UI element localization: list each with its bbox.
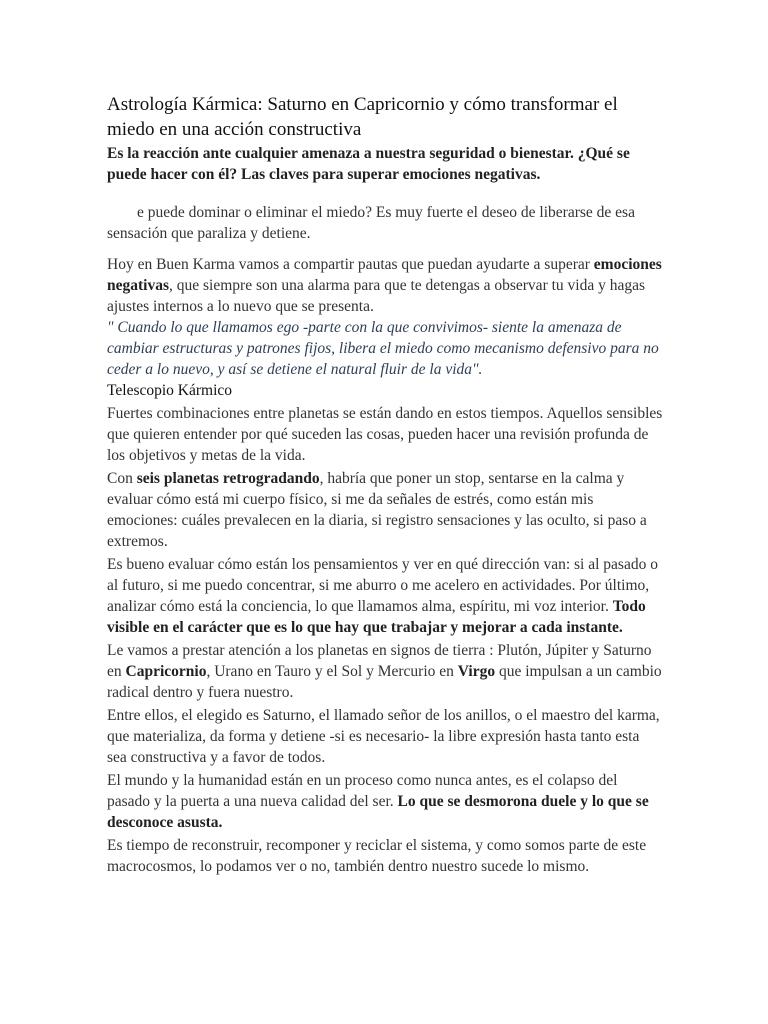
paragraph-5-bold-capricornio: Capricornio [125,663,207,680]
paragraph-7-bold: Lo que se desmorona duele y lo que se desconoce asusta. [107,793,649,831]
paragraph-8: Es tiempo de reconstruir, recomponer y reciclar el sistema, y como somos parte de este macrocosmos, lo podamos ver o no, también dentro nuestro sucede lo mismo. [107,837,647,875]
quote: " Cuando lo que llamamos ego -parte con la que convivimos- siente la amenaza de cambiar estructuras y patrones fijos, libera el miedo como mecanismo defensivo para no ceder a lo nuevo, y así se detiene el natural fluir de la vida". [107,319,659,378]
article-title: Astrología Kármica: Saturno en Capricornio y cómo transformar el miedo en una acción constructiva [107,94,618,140]
article-subtitle: Es la reacción ante cualquier amenaza a nuestra seguridad o bienestar. ¿Qué se puede hacer con él? Las claves para superar emociones negativas. [107,145,630,183]
paragraph-1-text-a: Hoy en Buen Karma vamos a compartir pautas que puedan ayudarte a superar [107,256,594,273]
intro-paragraph: e puede dominar o eliminar el miedo? Es muy fuerte el deseo de liberarse de esa sensación que paraliza y detiene. [107,204,635,242]
paragraph-4-bold: Todo visible en el carácter que es lo que hay que trabajar y mejorar a cada instante. [107,598,646,636]
paragraph-5-text-a: Le vamos a prestar atención a los planetas en signos de tierra : Plutón, Júpiter y Saturno en [107,642,652,680]
paragraph-7 [107,770,663,833]
paragraph-3-text-c: , habría que poner un stop, sentarse en la calma y evaluar cómo está mi cuerpo físico, si me da señales de estrés, como están mis emociones: cuáles prevalecen en la diaria, si registro sensaciones y las oculto, si paso a extremos. [107,470,647,550]
paragraph-6: Entre ellos, el elegido es Saturno, el llamado señor de los anillos, o el maestro del karma, que materializa, da forma y detiene -si es necesario- la libre expresión hasta tanto esta sea constructiva y a favor de todos. [107,707,660,766]
paragraph-5 [107,640,663,703]
paragraph-7-text-a: El mundo y la humanidad están en un proceso como nunca antes, es el colapso del pasado y la puerta a una nueva calidad del ser. [107,772,618,810]
paragraph-3-text-a: Con [107,470,137,487]
paragraph-3 [107,468,663,552]
paragraph-5-text-c: , Urano en Tauro y el Sol y Mercurio en [206,663,458,680]
paragraph-5-text-e: que impulsan a un cambio radical dentro y fuera nuestro. [107,663,662,701]
paragraph-2: Fuertes combinaciones entre planetas se están dando en estos tiempos. Aquellos sensibles que quieren entender por qué suceden las cosas, pueden hacer una revisión profunda de los objetivos y metas de la vida. [107,405,663,464]
article [107,92,663,877]
paragraph-1-text-c: , que siempre son una alarma para que te detengas a observar tu vida y hagas ajustes internos a lo nuevo que se presenta. [107,277,646,315]
paragraph-1-bold: emociones negativas [107,256,662,294]
section-heading: Telescopio Kármico [107,382,233,399]
paragraph-5-bold-virgo: Virgo [457,663,496,680]
paragraph-1 [107,254,663,317]
paragraph-4-text-a: Es bueno evaluar cómo están los pensamientos y ver en qué dirección van: si al pasado o al futuro, si me puedo concentrar, si me aburro o me acelero en actividades. Por último, analizar cómo está la conciencia, lo que llamamos alma, espíritu, mi voz interior. [107,556,658,615]
paragraph-4 [107,554,663,638]
paragraph-3-bold: seis planetas retrogradando [136,470,320,487]
